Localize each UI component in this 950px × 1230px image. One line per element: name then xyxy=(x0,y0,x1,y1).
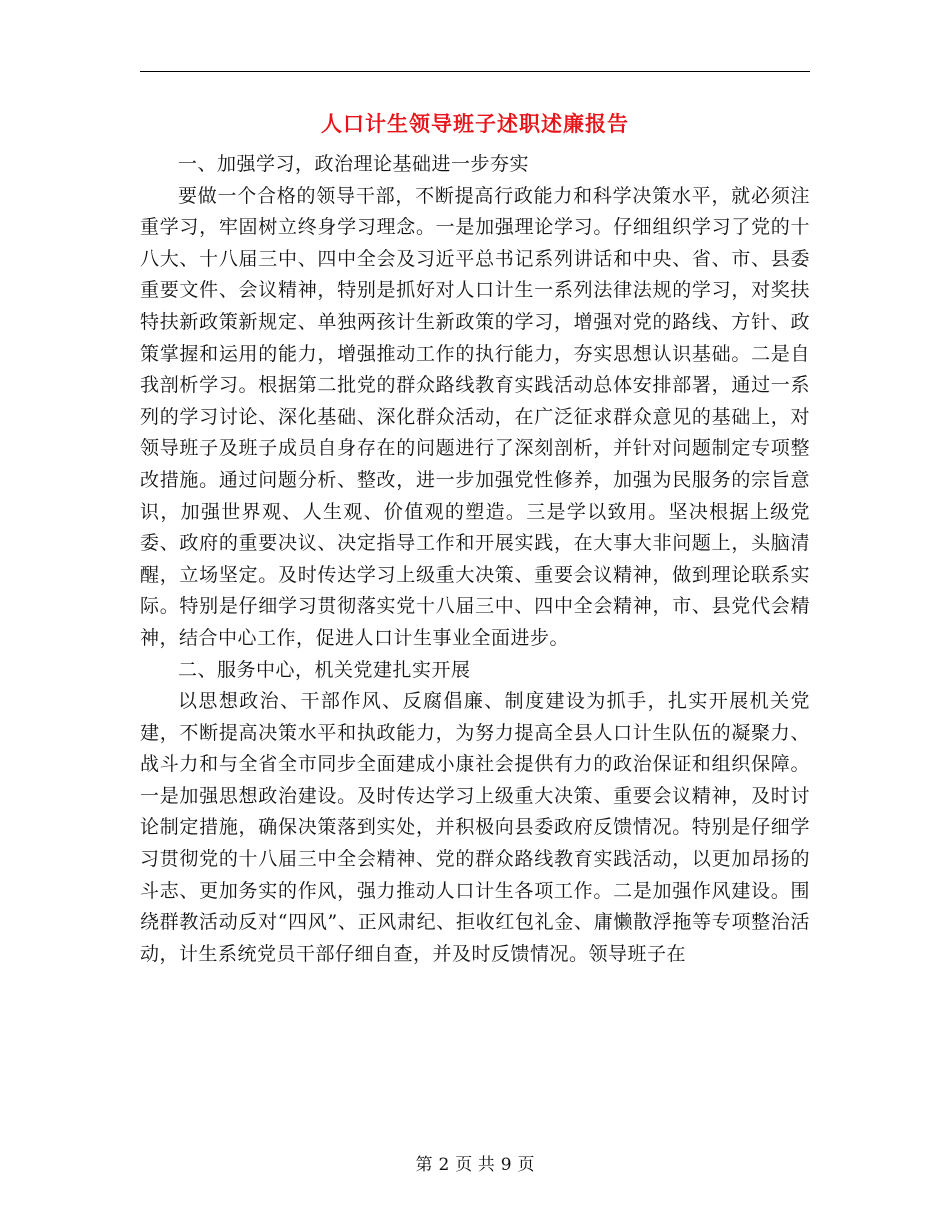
footer-current-page: 2 xyxy=(438,1155,450,1175)
footer-suffix: 页 xyxy=(517,1155,535,1175)
section-heading-1: 一、加强学习，政治理论基础进一步夯实 xyxy=(178,153,530,175)
section-heading-2: 二、服务中心，机关党建扎实开展 xyxy=(178,658,471,681)
body-paragraph-1: 要做一个合格的领导干部，不断提高行政能力和科学决策水平，就必须注重学习，牢固树立终身学习理念。一是加强理论学习。仔细组织学习了党的十八大、十八届三中、四中全会及习近平总书记系列讲话和中央、省、市、县委重要文件、会议精神，特别是抓好对人口计生一系列法律法规的学习，对奖扶特扶新政策新规定、单独两孩计生新政策的学习，增强对党的路线、方针、政策掌握和运用的能力，增强推动工作的执行能力，夯实思想认识基础。二是自我剖析学习。根据第二批党的群众路线教育实践活动总体安排部署，通过一系列的学习讨论、深化基础、深化群众活动，在广泛征求群众意见的基础上，对领导班子及班子成员自身存在的问题进行了深刻剖析，并针对问题制定专项整改措施。通过问题分析、整改，进一步加强党性修养，加强为民服务的宗旨意识，加强世界观、人生观、价值观的塑造。三是学以致用。坚决根据上级党委、政府的重要决议、决定指导工作和开展实践，在大事大非问题上，头脑清醒，立场坚定。及时传达学习上级重大决策、重要会议精神，做到理论联系实际。特别是仔细学习贯彻落实党十八届三中、四中全会精神，市、县党代会精神，结合中心工作，促进人口计生事业全面进步。 xyxy=(140,184,810,649)
body-paragraph-2: 以思想政治、干部作风、反腐倡廉、制度建设为抓手，扎实开展机关党建，不断提高决策水平和执政能力，为努力提高全县人口计生队伍的凝聚力、战斗力和与全省全市同步全面建成小康社会提供有力的政治保证和组织保障。一是加强思想政治建设。及时传达学习上级重大决策、重要会议精神，及时讨论制定措施，确保决策落到实处，并积极向县委政府反馈情况。特别是仔细学习贯彻党的十八届三中全会精神、党的群众路线教育实践活动，以更加昂扬的斗志、更加务实的作风，强力推动人口计生各项工作。二是加强作风建设。围绕群教活动反对“四风”、正风肃纪、拒收红包礼金、庸懒散浮拖等专项整治活动，计生系统党员干部仔细自查，并及时反馈情况。领导班子在 xyxy=(140,690,810,965)
footer-prefix: 第 xyxy=(415,1155,433,1175)
footer-total-pages: 9 xyxy=(500,1155,512,1175)
document-title: 人口计生领导班子述职述廉报告 xyxy=(321,111,629,136)
footer-middle: 页 共 xyxy=(455,1155,495,1175)
header-rule xyxy=(140,71,810,72)
page-footer xyxy=(0,1153,950,1177)
document-body xyxy=(140,149,810,970)
